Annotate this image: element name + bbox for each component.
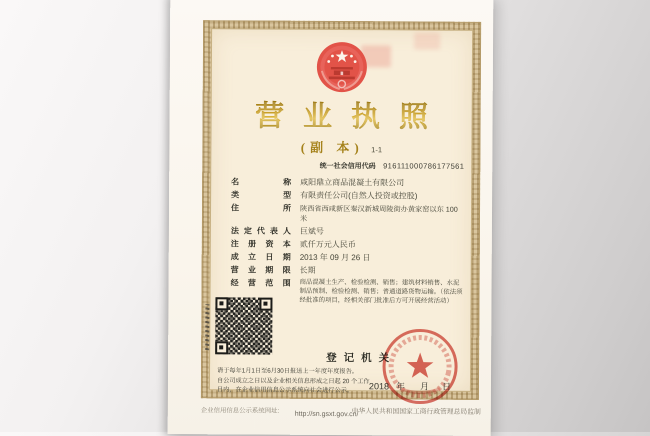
public-system-label: 企业信用信息公示系统网址: [200, 407, 280, 415]
note-line: 日内，在企业信用信息公示系统向社会进行公示。 [216, 386, 354, 395]
field-label: 成立日期 [230, 252, 291, 262]
note-line: 请于每年1月1日至6月30日报送上一年度年度报告。 [217, 367, 359, 376]
field-row-term [231, 265, 466, 276]
field-label: 类型 [231, 190, 292, 200]
license-sheet [168, 0, 494, 436]
field-row-established [231, 252, 466, 263]
field-label: 经营范围 [230, 278, 291, 288]
field-row-legal-rep [231, 226, 466, 237]
field-value: 陕西省西咸新区秦汉新城周陵街办黄家窑以东 100 米 [299, 203, 458, 223]
left-vertical-serial [205, 304, 209, 350]
national-emblem-icon [316, 41, 368, 98]
qr-finder-icon [259, 298, 272, 311]
license-fields [230, 177, 466, 309]
field-row-address [231, 203, 466, 224]
field-value: 有限责任公司(自然人投资或控股) [300, 190, 418, 201]
field-value: 贰仟万元人民币 [299, 239, 356, 250]
copy-label: (副 本) [300, 139, 364, 156]
field-value: 长期 [299, 265, 316, 275]
qr-code [215, 297, 272, 354]
credit-code-value: 916111000786177561 [383, 161, 465, 171]
credit-code-line [320, 155, 465, 174]
field-label: 住所 [231, 203, 292, 213]
field-value: 咸阳鼎立商品混凝土有限公司 [300, 177, 405, 188]
field-value: 商品混凝土生产、检验检测、销售；建筑材料销售、水泥制品预制、检验检测、销售；普通道路货物运输。（依法须经批准的项目，经相关部门批准后方可开展经营活动） [299, 278, 463, 305]
field-row-capital [231, 239, 466, 250]
field-label: 营业期限 [230, 265, 291, 275]
business-license-certificate [210, 29, 472, 395]
issuer-imprint: 中华人民共和国国家工商行政管理总局监制 [351, 408, 481, 416]
registration-authority-label: 登记机关 [326, 351, 397, 365]
license-title: 营业执照 [211, 93, 471, 136]
credit-code-label: 统一社会信用代码 [319, 162, 376, 171]
day-char: 日 [441, 381, 452, 392]
field-value: 巨斌号 [299, 226, 324, 236]
copy-number: 1-1 [371, 145, 383, 155]
ink-bleed-mark [414, 33, 440, 50]
year-char: 年 [395, 381, 406, 392]
month-char: 月 [419, 381, 430, 392]
qr-finder-icon [215, 297, 228, 310]
issue-year: 2018 [368, 381, 390, 392]
note-line: 自公司成立之日以及企业相关信息形成之日起 20 个工作 [216, 376, 370, 385]
field-label: 名称 [231, 177, 292, 187]
field-row-type [231, 190, 466, 201]
ornate-border-frame [201, 20, 481, 400]
field-value: 2013 年 09 月 26 日 [299, 252, 371, 263]
public-system-url: http://sn.gsxt.gov.cn/ [294, 410, 359, 419]
annual-report-notes [217, 366, 397, 396]
field-label: 法定代表人 [230, 226, 291, 236]
field-label: 注册资本 [230, 239, 291, 249]
qr-finder-icon [215, 341, 228, 354]
field-row-name [231, 177, 466, 188]
